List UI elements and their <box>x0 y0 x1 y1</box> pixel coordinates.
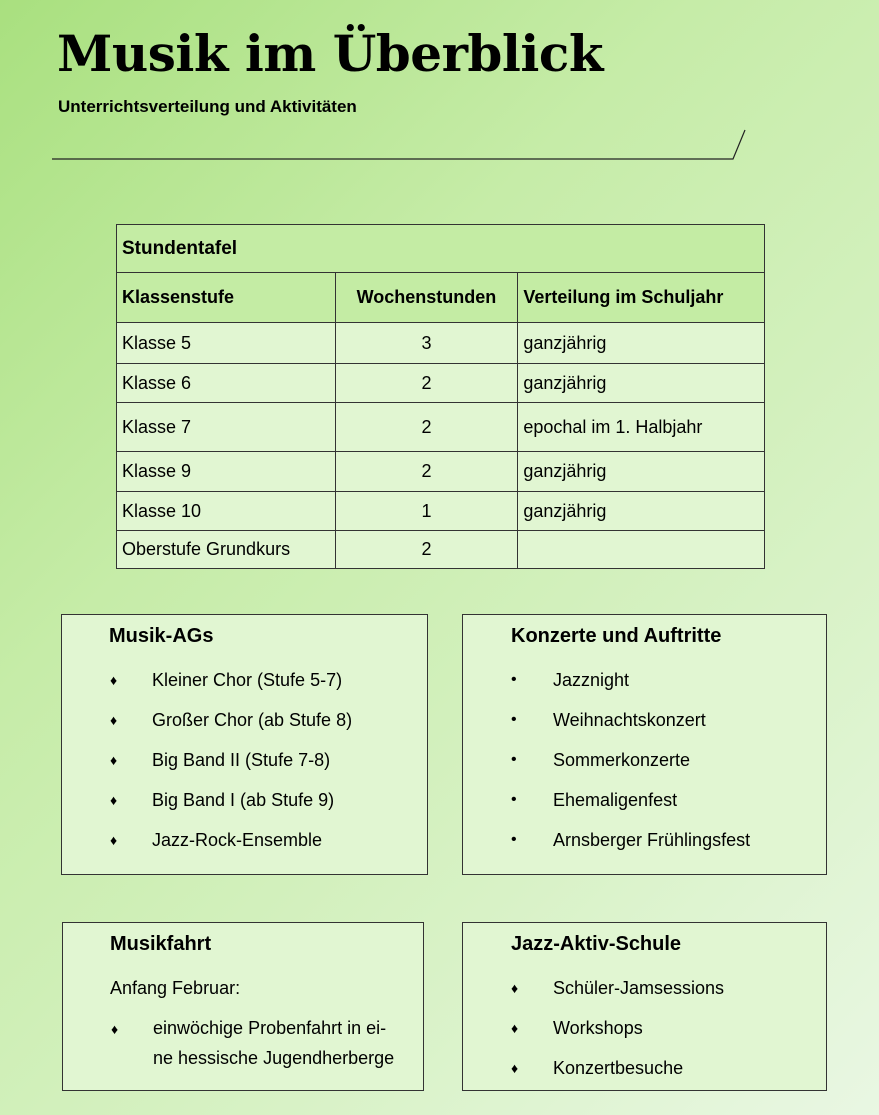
dot-bullet-icon: • <box>511 671 517 688</box>
diamond-bullet-icon: ♦ <box>511 1020 519 1036</box>
diamond-bullet-icon: ♦ <box>110 712 118 728</box>
cell-klassenstufe: Klasse 5 <box>117 323 336 364</box>
cell-verteilung <box>518 531 765 569</box>
cell-verteilung: ganzjährig <box>518 323 765 364</box>
diamond-bullet-icon: ♦ <box>110 832 118 848</box>
stundentafel-table <box>116 224 765 569</box>
column-header-klassenstufe: Klassenstufe <box>117 273 336 323</box>
column-header-verteilung: Verteilung im Schuljahr <box>518 273 765 323</box>
musikfahrt-intro: Anfang Februar: <box>110 978 241 998</box>
musikfahrt-item-line1: einwöchige Probenfahrt in ei- <box>153 1018 387 1038</box>
table-row <box>117 323 765 364</box>
table-row <box>117 452 765 492</box>
table-caption: Stundentafel <box>117 225 765 273</box>
dot-bullet-icon: • <box>511 711 517 728</box>
header-divider <box>52 128 752 162</box>
cell-klassenstufe: Klasse 9 <box>117 452 336 492</box>
cell-klassenstufe: Klasse 6 <box>117 364 336 403</box>
table-row <box>117 492 765 531</box>
cell-klassenstufe: Oberstufe Grundkurs <box>117 531 336 569</box>
musik-ags-box: Musik-AGs ♦ Kleiner Chor (Stufe 5-7) ♦ Großer Chor (ab Stufe 8) ♦ Big Band II (Stufe 7-8) ♦ Big Band I (ab Stufe 9) ♦ Jazz-Rock-Ensemble <box>61 614 428 875</box>
musik-ags-title: Musik-AGs <box>109 625 214 647</box>
diamond-bullet-icon: ♦ <box>110 672 118 688</box>
cell-klassenstufe: Klasse 10 <box>117 492 336 531</box>
jazz-aktiv-box: Jazz-Aktiv-Schule ♦ Schüler-Jamsessions ♦ Workshops ♦ Konzertbesuche <box>462 922 827 1091</box>
cell-wochenstunden: 2 <box>335 452 518 492</box>
cell-verteilung: epochal im 1. Halbjahr <box>518 403 765 452</box>
diamond-bullet-icon: ♦ <box>110 752 118 768</box>
dot-bullet-icon: • <box>511 751 517 768</box>
cell-wochenstunden: 2 <box>335 531 518 569</box>
table-row <box>117 364 765 403</box>
musikfahrt-title: Musikfahrt <box>110 933 212 955</box>
cell-verteilung: ganzjährig <box>518 364 765 403</box>
table-row <box>117 403 765 452</box>
cell-verteilung: ganzjährig <box>518 452 765 492</box>
column-header-wochenstunden: Wochenstunden <box>335 273 518 323</box>
dot-bullet-icon: • <box>511 831 517 848</box>
konzerte-title: Konzerte und Auftritte <box>511 625 722 647</box>
diamond-bullet-icon: ♦ <box>511 980 519 996</box>
musikfahrt-item-line2: ne hessische Jugendherberge <box>153 1048 395 1068</box>
diamond-bullet-icon: ♦ <box>111 1021 119 1037</box>
konzerte-box: Konzerte und Auftritte • Jazznight • Weihnachtskonzert • Sommerkonzerte • Ehemaligenfest • Arnsberger Frühlingsfest <box>462 614 827 875</box>
diamond-bullet-icon: ♦ <box>110 792 118 808</box>
dot-bullet-icon: • <box>511 791 517 808</box>
diamond-bullet-icon: ♦ <box>511 1060 519 1076</box>
musikfahrt-box <box>62 922 424 1091</box>
cell-wochenstunden: 1 <box>335 492 518 531</box>
jazz-aktiv-title: Jazz-Aktiv-Schule <box>511 933 682 955</box>
cell-verteilung: ganzjährig <box>518 492 765 531</box>
page-title: Musik im Überblick <box>57 24 603 83</box>
cell-klassenstufe: Klasse 7 <box>117 403 336 452</box>
table-row <box>117 531 765 569</box>
cell-wochenstunden: 2 <box>335 403 518 452</box>
page-subtitle: Unterrichtsverteilung und Aktivitäten <box>58 97 357 116</box>
cell-wochenstunden: 3 <box>335 323 518 364</box>
cell-wochenstunden: 2 <box>335 364 518 403</box>
